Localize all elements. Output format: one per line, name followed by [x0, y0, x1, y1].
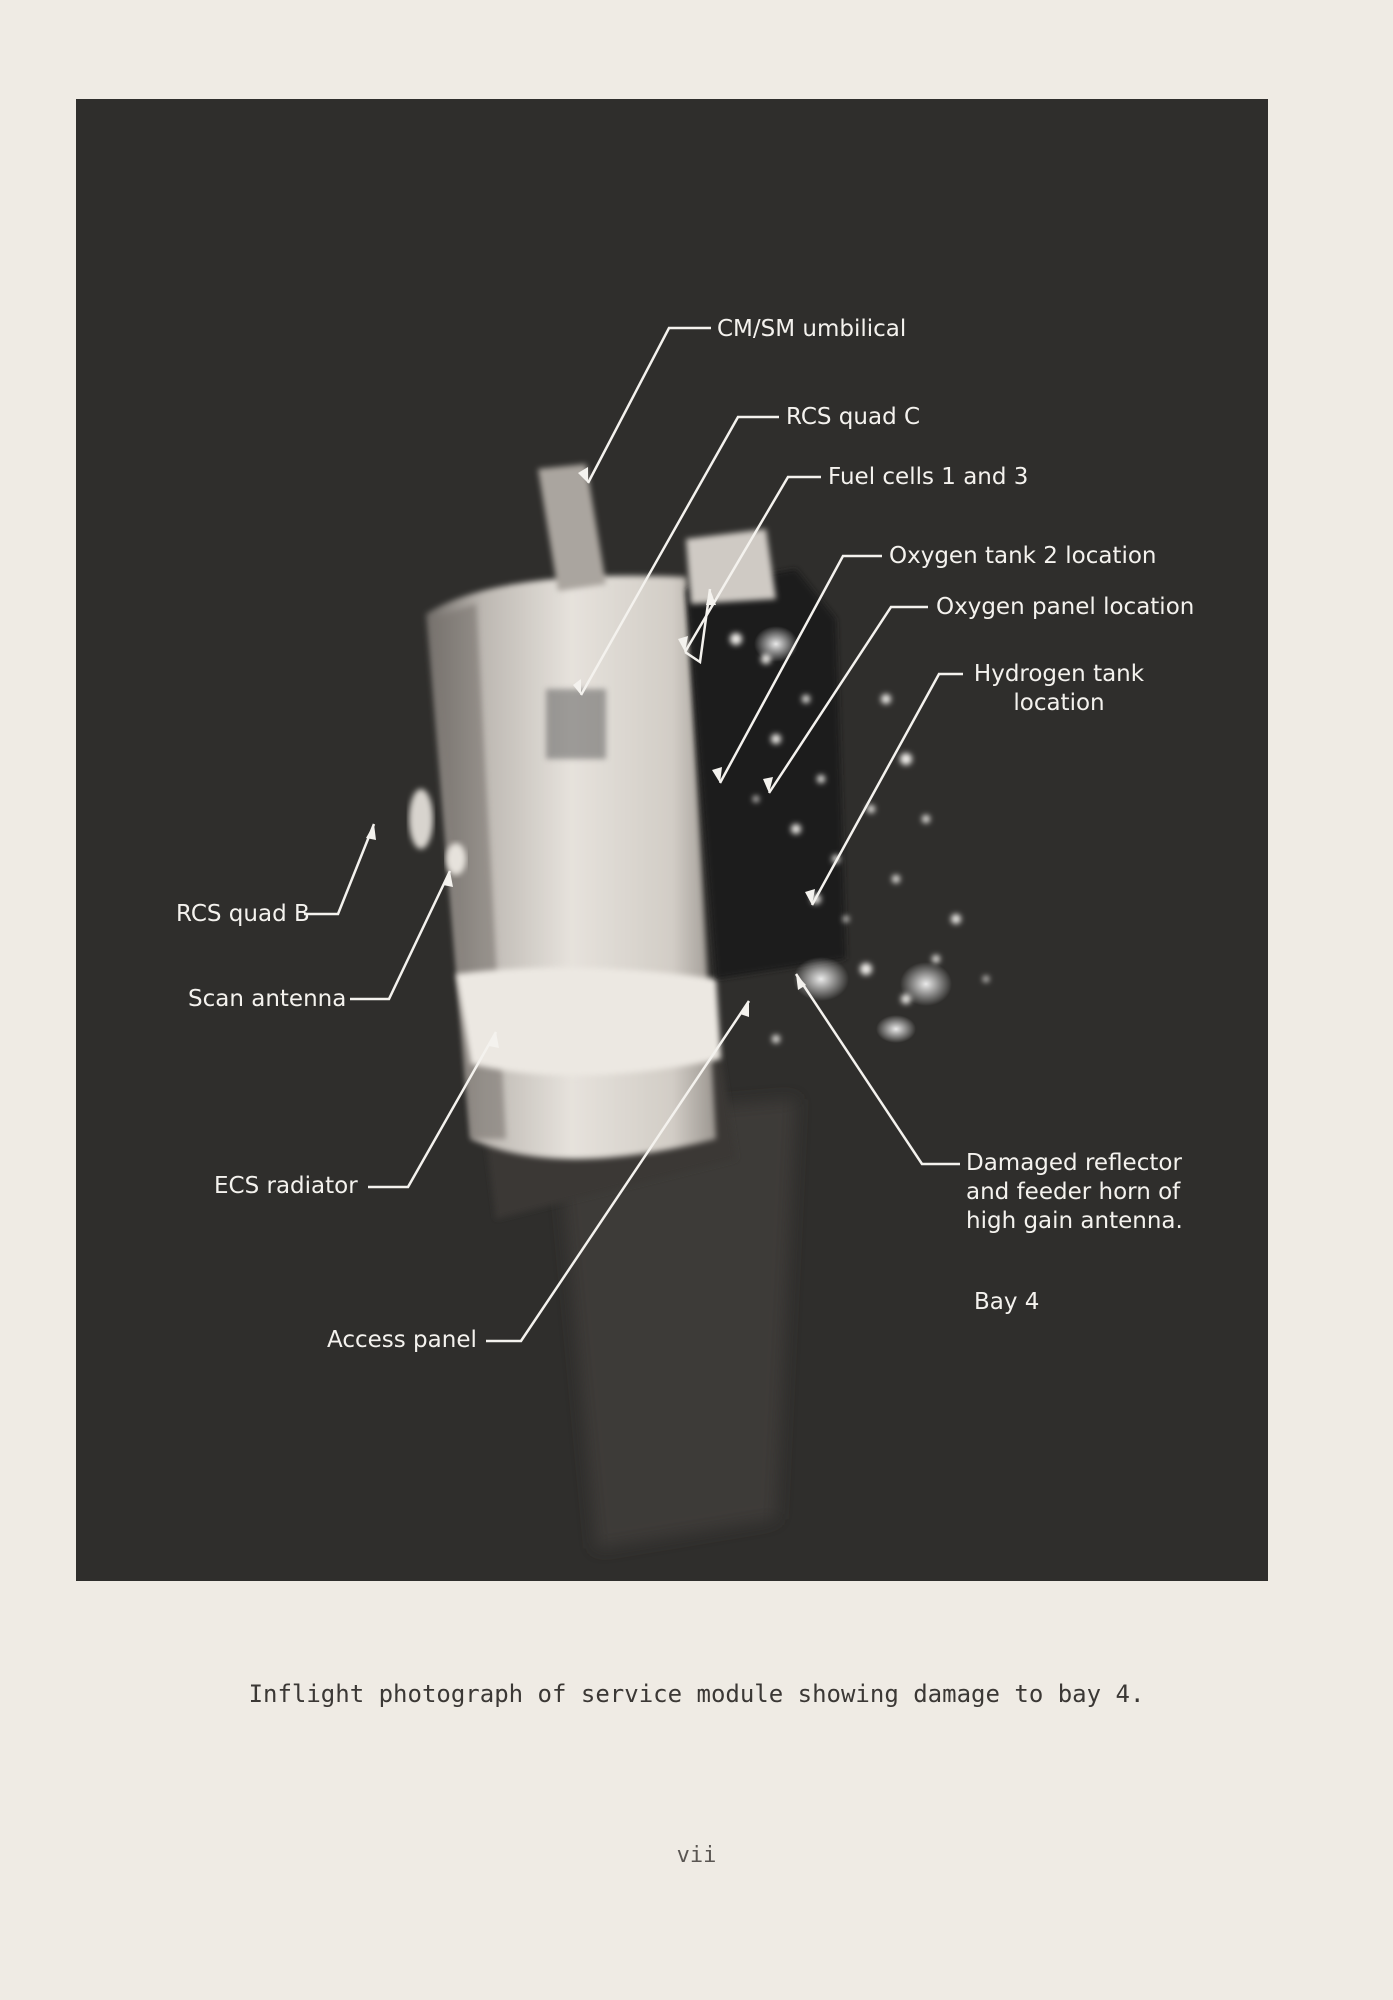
label-damaged-line2: and feeder horn of: [966, 1179, 1181, 1205]
label-bay-4: Bay 4: [974, 1289, 1040, 1315]
page-number: vii: [676, 1843, 717, 1868]
label-rcs-quad-b: RCS quad B: [176, 901, 310, 927]
label-access-panel: Access panel: [327, 1327, 477, 1353]
label-oxygen-tank-2: Oxygen tank 2 location: [889, 543, 1157, 569]
inflight-photograph: [76, 99, 1268, 1581]
label-damaged-line3: high gain antenna.: [966, 1208, 1183, 1234]
label-oxygen-panel: Oxygen panel location: [936, 594, 1195, 620]
label-ecs-radiator: ECS radiator: [214, 1173, 358, 1199]
label-cm-sm-umbilical: CM/SM umbilical: [717, 316, 907, 342]
label-fuel-cells: Fuel cells 1 and 3: [828, 464, 1029, 490]
label-hydrogen-tank: [969, 660, 1149, 718]
label-hydrogen-tank-line1: Hydrogen tank: [973, 661, 1145, 687]
label-scan-antenna: Scan antenna: [188, 986, 347, 1012]
label-damaged-line1: Damaged reflector: [966, 1150, 1182, 1176]
figure-caption: Inflight photograph of service module showing damage to bay 4.: [248, 1680, 1145, 1708]
service-module-image: [76, 99, 1268, 1581]
label-damaged-reflector: [966, 1149, 1183, 1236]
label-rcs-quad-c: RCS quad C: [786, 404, 921, 430]
label-hydrogen-tank-line2: location: [1013, 690, 1105, 716]
